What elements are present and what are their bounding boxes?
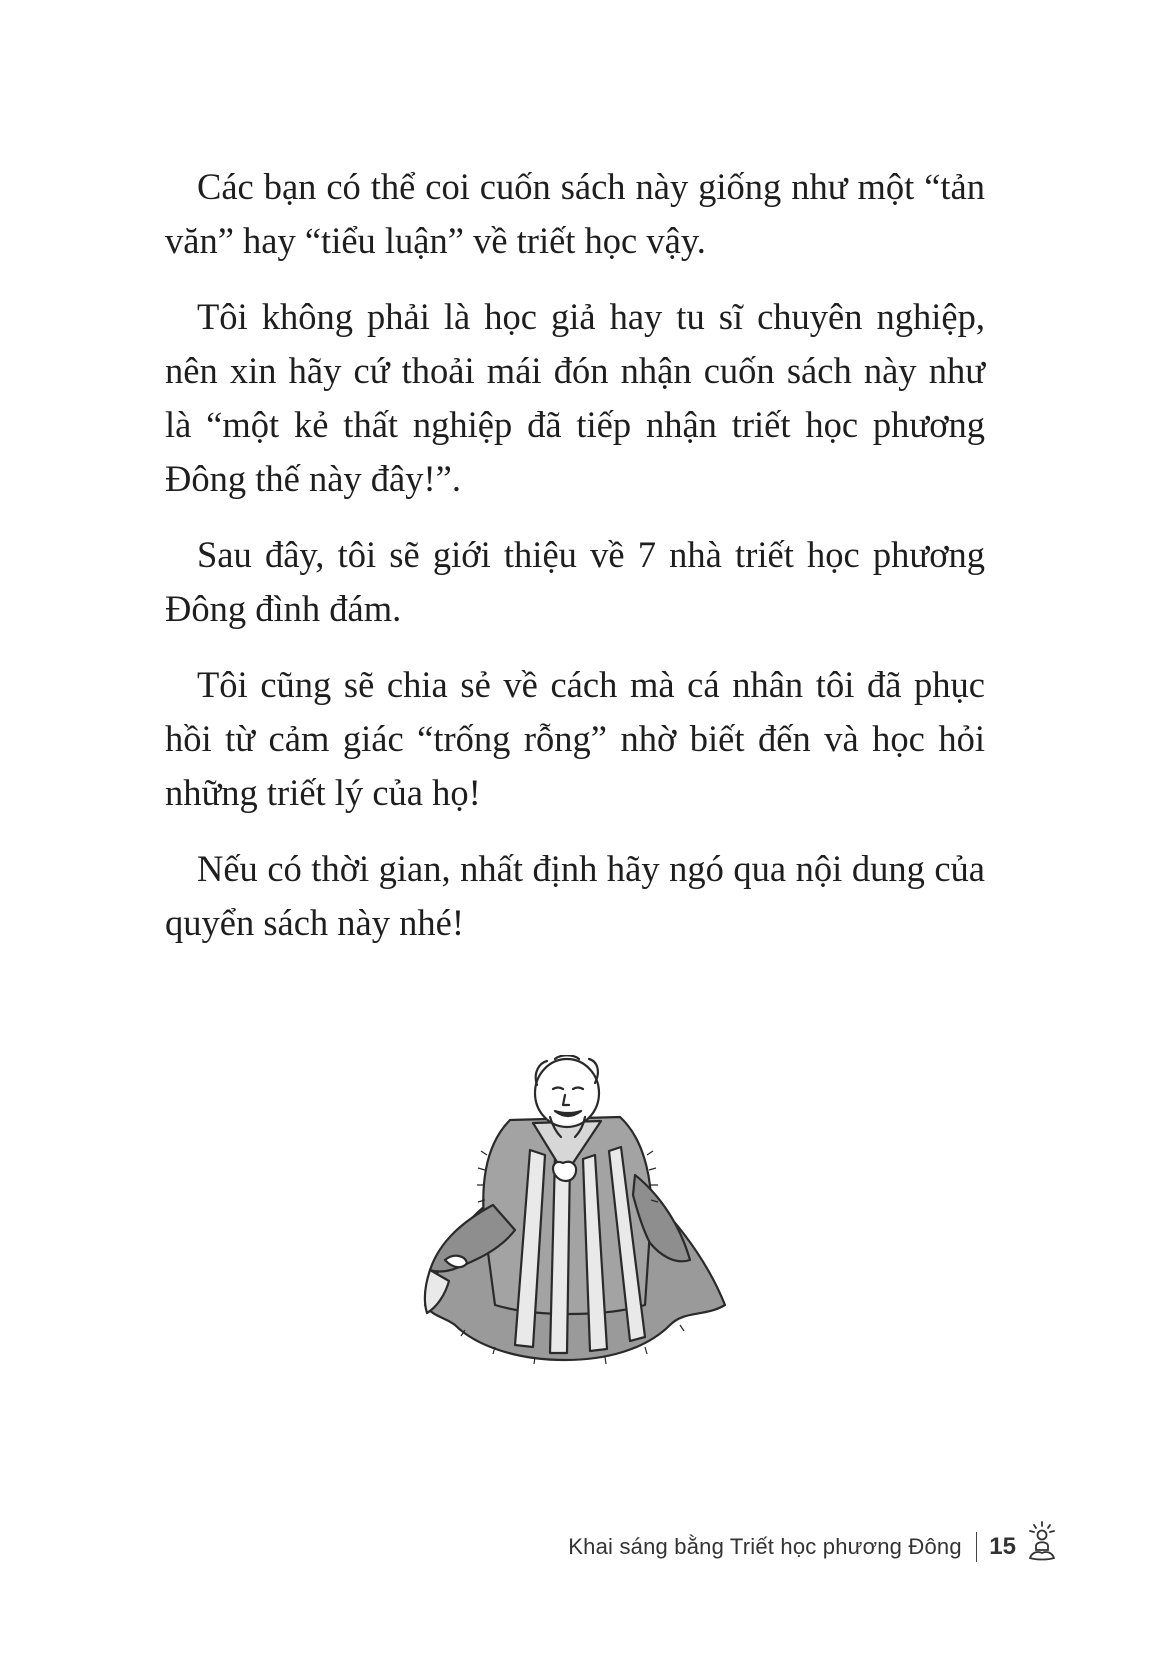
paragraph-2: Tôi không phải là học giả hay tu sĩ chuyên nghiệp, nên xin hãy cứ thoải mái đón nhận cuốn sách này như là “một kẻ thất nghiệp đã tiếp nhận triết học phương Đông thế này đây!”. (165, 296, 985, 499)
page-number: 15 (989, 1533, 1016, 1560)
paragraph-4: Tôi cũng sẽ chia sẻ về cách mà cá nhân tôi đã phục hồi từ cảm giác “trống rỗng” nhờ biết đến và học hỏi những triết lý của họ! (165, 664, 985, 813)
paragraph-1: Các bạn có thể coi cuốn sách này giống như một “tản văn” hay “tiểu luận” về triết học vậy. (165, 166, 985, 261)
footer-book-title: Khai sáng bằng Triết học phương Đông (568, 1534, 962, 1559)
paragraph-3: Sau đây, tôi sẽ giới thiệu về 7 nhà triết học phương Đông đình đám. (165, 534, 985, 629)
meditating-figure-icon (1026, 1520, 1058, 1564)
footer-divider (976, 1532, 978, 1562)
paragraph-5: Nếu có thời gian, nhất định hãy ngó qua nội dung của quyển sách này nhé! (165, 848, 985, 943)
page-body (165, 160, 985, 972)
seated-sage-illustration-icon (405, 1055, 735, 1375)
page-footer (568, 1532, 1016, 1562)
